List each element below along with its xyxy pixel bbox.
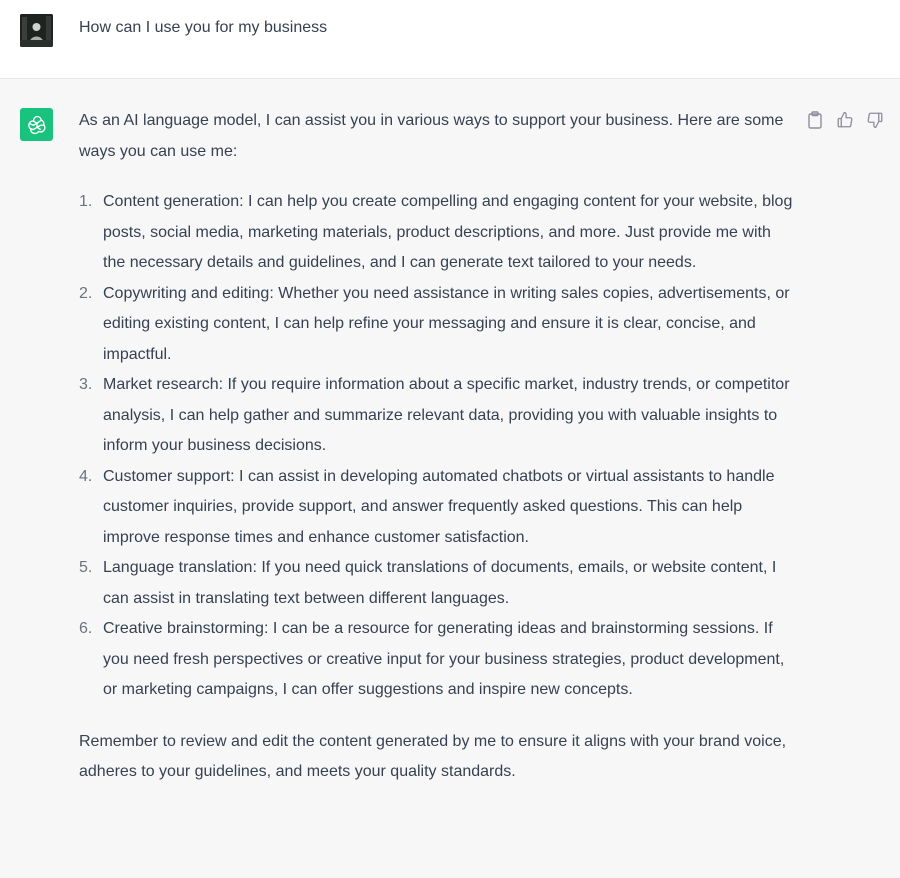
list-item — [79, 462, 794, 554]
clipboard-icon — [807, 111, 823, 129]
list-item — [79, 279, 794, 371]
message-actions — [806, 111, 884, 129]
list-item — [79, 187, 794, 279]
avatar-photo-icon — [20, 14, 53, 47]
thumbs-up-button[interactable] — [836, 111, 854, 129]
thumbs-down-button[interactable] — [866, 111, 884, 129]
response-intro: As an AI language model, I can assist you in various ways to support your business. Here are some ways you can use me: — [79, 112, 784, 160]
assistant-response — [79, 106, 794, 788]
assistant-message — [0, 79, 900, 878]
list-item-number: 4. — [79, 467, 93, 485]
thumbs-up-icon — [836, 111, 854, 129]
list-item-number: 3. — [79, 376, 93, 393]
list-item-number: 6. — [79, 620, 93, 637]
list-item-text: Language translation: If you need quick translations of documents, emails, or website content, I can assist in translating text between different languages. — [103, 559, 777, 607]
list-item-text: Customer support: I can assist in developing automated chatbots or virtual assistants to handle customer inquiries, provide support, and answer frequently asked questions. This can help improve response times and enhance customer satisfaction. — [103, 467, 775, 546]
copy-button[interactable] — [806, 111, 824, 129]
user-message — [0, 0, 900, 79]
thumbs-down-icon — [866, 111, 884, 129]
list-item — [79, 614, 794, 706]
list-item-text: Content generation: I can help you create compelling and engaging content for your website, blog posts, social media, marketing materials, product descriptions, and more. Just provide me with the necessary details and guidelines, and I can generate text tailored to your needs. — [103, 193, 793, 271]
list-item-text: Market research: If you require information about a specific market, industry trends, or competitor analysis, I can help gather and summarize relevant data, providing you with valuable insights to inform your business decisions. — [103, 376, 790, 454]
list-item-text: Copywriting and editing: Whether you need assistance in writing sales copies, advertisements, or editing existing content, I can help refine your messaging and ensure it is clear, concise, and impactful. — [103, 284, 790, 363]
list-item-number: 2. — [79, 284, 93, 302]
openai-logo-icon — [20, 108, 53, 141]
response-outro: Remember to review and edit the content generated by me to ensure it aligns with your brand voice, adheres to your guidelines, and meets your quality standards. — [79, 732, 787, 780]
list-item — [79, 370, 794, 462]
user-avatar — [20, 14, 53, 47]
list-item — [79, 553, 794, 614]
response-list — [79, 187, 794, 706]
list-item-number: 1. — [79, 193, 93, 210]
user-message-text: How can I use you for my business — [79, 19, 328, 36]
list-item-number: 5. — [79, 559, 93, 576]
list-item-text: Creative brainstorming: I can be a resource for generating ideas and brainstorming sessions. If you need fresh perspectives or creative input for your business strategies, product development, or marketing campaigns, I can offer suggestions and inspire new concepts. — [103, 620, 785, 698]
